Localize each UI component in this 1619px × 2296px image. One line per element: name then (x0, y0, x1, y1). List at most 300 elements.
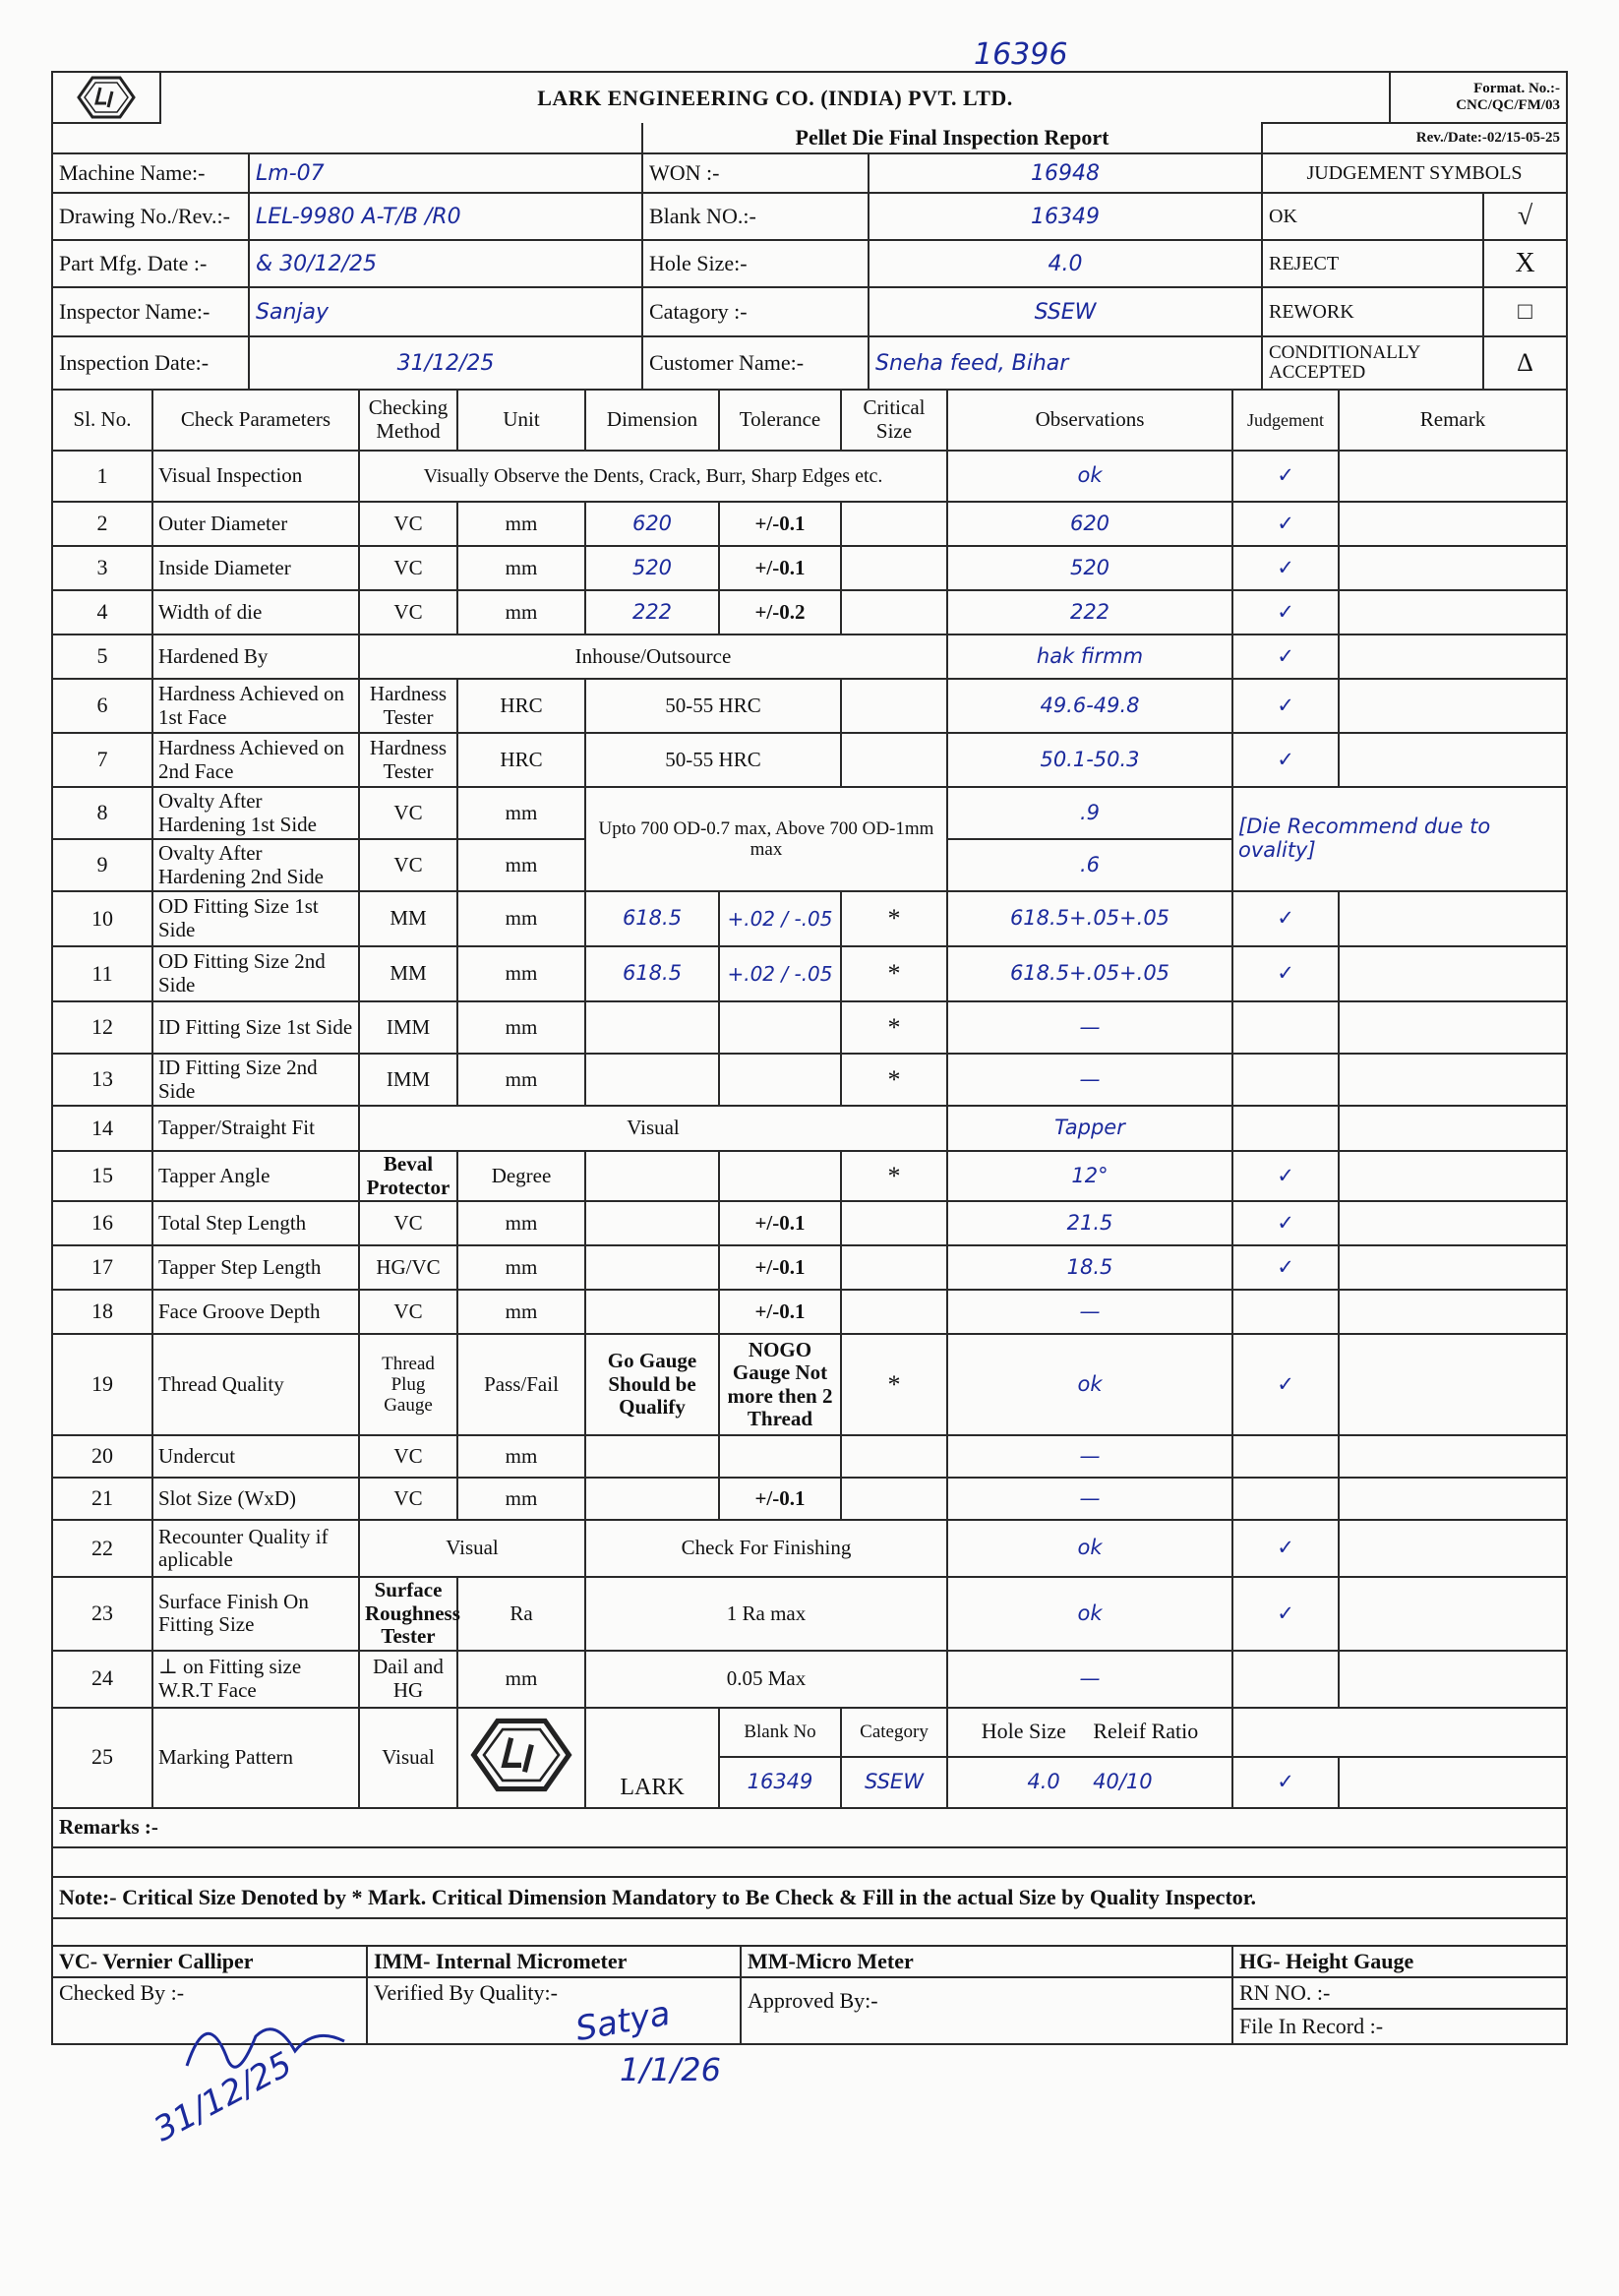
table-row (52, 1151, 1567, 1201)
category-value: SSEW (869, 287, 1262, 336)
row-parameter: Width of die (152, 590, 359, 634)
marking-header-hole: Hole Size (981, 1719, 1066, 1744)
row-remark (1339, 679, 1567, 733)
inspector-label: Inspector Name:- (52, 287, 249, 336)
row-parameter: Outer Diameter (152, 502, 359, 546)
inspection-date-value: 31/12/25 (249, 336, 642, 390)
row-observation: .9 (947, 787, 1232, 839)
table-row (52, 634, 1567, 679)
row-method: Thread Plug Gauge (359, 1334, 457, 1435)
row-observation: ok (947, 1577, 1232, 1651)
row-parameter: OD Fitting Size 1st Side (152, 891, 359, 946)
row-method: Beval Protector (359, 1151, 457, 1201)
symbol-reject: X (1483, 240, 1567, 287)
table-row (52, 1577, 1567, 1651)
row-remark (1339, 1290, 1567, 1334)
row-parameter: Tapper/Straight Fit (152, 1106, 359, 1151)
row-unit: mm (457, 1001, 585, 1054)
row-critical: * (841, 1054, 947, 1106)
row-observation: — (947, 1290, 1232, 1334)
verifier-signature-name: Satya (572, 1993, 674, 2050)
row-parameter: ⊥ on Fitting size W.R.T Face (152, 1651, 359, 1708)
col-parameters: Check Parameters (152, 390, 359, 451)
row-observation: 21.5 (947, 1201, 1232, 1245)
row-dimension: 222 (585, 590, 719, 634)
row-sl: 4 (52, 590, 152, 634)
row-observation: — (947, 1435, 1232, 1478)
format-number: Format. No.:-CNC/QC/FM/03 (1390, 72, 1567, 123)
row-remark (1339, 946, 1567, 1001)
row-sl: 14 (52, 1106, 152, 1151)
part-mfg-label: Part Mfg. Date :- (52, 240, 249, 287)
row-remark (1339, 733, 1567, 787)
row-method: VC (359, 1435, 457, 1478)
row-unit: mm (457, 1245, 585, 1290)
row-judgement: ✓ (1232, 546, 1339, 590)
row-remark (1339, 1520, 1567, 1577)
row-remark (1339, 546, 1567, 590)
row-sl: 5 (52, 634, 152, 679)
marking-value-hole-relief (947, 1757, 1232, 1808)
row-observation: ok (947, 1334, 1232, 1435)
row-critical: * (841, 891, 947, 946)
company-logo (52, 72, 160, 123)
row-observation: .6 (947, 839, 1232, 891)
row-critical (841, 1245, 947, 1290)
row-method: IMM (359, 1054, 457, 1106)
row-parameter: Slot Size (WxD) (152, 1478, 359, 1520)
col-dimension: Dimension (585, 390, 719, 451)
row-tolerance: +/-0.2 (719, 590, 841, 634)
inspection-date-label: Inspection Date:- (52, 336, 249, 390)
row-critical (841, 546, 947, 590)
row-observation: — (947, 1001, 1232, 1054)
row-judgement (1232, 1054, 1339, 1106)
remarks-label: Remarks :- (52, 1808, 1567, 1847)
row-observation: 12° (947, 1151, 1232, 1201)
row-parameter: Recounter Quality if aplicable (152, 1520, 359, 1577)
blank-label: Blank NO.:- (642, 193, 869, 240)
col-sl: Sl. No. (52, 390, 152, 451)
row-judgement: ✓ (1232, 1577, 1339, 1651)
table-row (52, 546, 1567, 590)
row-dimension: Go Gauge Should be Qualify (585, 1334, 719, 1435)
revision-date: Rev./Date:-02/15-05-25 (1262, 123, 1567, 153)
inspection-table (51, 389, 1568, 1809)
row-judgement (1232, 1651, 1339, 1708)
legend-hg: HG- Height Gauge (1232, 1946, 1567, 1977)
lark-logo-icon (77, 76, 136, 119)
table-row (52, 1334, 1567, 1435)
row-sl: 13 (52, 1054, 152, 1106)
verifier-signature-date: 1/1/26 (620, 2051, 721, 2088)
row-judgement (1232, 1290, 1339, 1334)
row-remark (1339, 590, 1567, 634)
row-tolerance: +.02 / -.05 (719, 946, 841, 1001)
checked-by-label: Checked By :- (52, 1977, 367, 2044)
row-unit: mm (457, 1478, 585, 1520)
table-row (52, 1054, 1567, 1106)
row-sl: 18 (52, 1290, 152, 1334)
row-unit: mm (457, 1201, 585, 1245)
company-name: LARK ENGINEERING CO. (INDIA) PVT. LTD. (160, 72, 1390, 123)
row-judgement (1232, 1478, 1339, 1520)
row-remark (1339, 1577, 1567, 1651)
row-judgement: ✓ (1232, 891, 1339, 946)
table-row (52, 1001, 1567, 1054)
customer-label: Customer Name:- (642, 336, 869, 390)
row-sl: 17 (52, 1245, 152, 1290)
row-method: VC (359, 1290, 457, 1334)
legend-mm: MM-Micro Meter (741, 1946, 1232, 1977)
row-tolerance: +/-0.1 (719, 1245, 841, 1290)
row-unit: mm (457, 1054, 585, 1106)
row-unit: mm (457, 946, 585, 1001)
row-parameter: ID Fitting Size 1st Side (152, 1001, 359, 1054)
row-parameter: ID Fitting Size 2nd Side (152, 1054, 359, 1106)
row-sl: 10 (52, 891, 152, 946)
checker-signature-date: 31/12/25 (148, 2044, 299, 2150)
row-sl: 19 (52, 1334, 152, 1435)
row-judgement: ✓ (1232, 1520, 1339, 1577)
row-judgement: ✓ (1232, 946, 1339, 1001)
marking-value-relief: 40/10 (1093, 1769, 1153, 1793)
col-unit: Unit (457, 390, 585, 451)
row-method: VC (359, 590, 457, 634)
table-row (52, 1201, 1567, 1245)
row-specification: 1 Ra max (585, 1577, 947, 1651)
row-parameter: Ovalty After Hardening 2nd Side (152, 839, 359, 891)
row-sl: 24 (52, 1651, 152, 1708)
row-description: Inhouse/Outsource (359, 634, 947, 679)
symbol-conditional-label: CONDITIONALLY ACCEPTED (1262, 336, 1483, 390)
row-dimension (585, 1478, 719, 1520)
row-parameter: Ovalty After Hardening 1st Side (152, 787, 359, 839)
row-sl: 23 (52, 1577, 152, 1651)
row-critical: * (841, 1151, 947, 1201)
row-unit: Degree (457, 1151, 585, 1201)
row-parameter: Hardness Achieved on 2nd Face (152, 733, 359, 787)
top-number: 16396 (974, 37, 1068, 72)
row-remark (1339, 891, 1567, 946)
row-unit: mm (457, 787, 585, 839)
table-row (52, 451, 1567, 502)
row-critical (841, 733, 947, 787)
row-remark (1339, 1334, 1567, 1435)
row-observation: 222 (947, 590, 1232, 634)
row-dimension (585, 1054, 719, 1106)
row-observation: 18.5 (947, 1245, 1232, 1290)
row-remark (1339, 1757, 1567, 1808)
row-observation: 520 (947, 546, 1232, 590)
row-unit: mm (457, 839, 585, 891)
row-specification: Check For Finishing (585, 1520, 947, 1577)
row-judgement: ✓ (1232, 1151, 1339, 1201)
row-specification: 50-55 HRC (585, 733, 841, 787)
row-remark (1339, 1651, 1567, 1708)
lark-logo-icon (466, 1718, 576, 1792)
row-judgement: ✓ (1232, 733, 1339, 787)
row-tolerance (719, 1151, 841, 1201)
row-parameter: Marking Pattern (152, 1708, 359, 1808)
row-dimension (585, 1001, 719, 1054)
row-critical (841, 1201, 947, 1245)
category-label: Catagory :- (642, 287, 869, 336)
machine-name-value: Lm-07 (249, 153, 642, 193)
table-row (52, 1435, 1567, 1478)
table-row (52, 1651, 1567, 1708)
row-judgement: ✓ (1232, 502, 1339, 546)
marking-value-blank: 16349 (719, 1757, 841, 1808)
row-remark (1339, 1201, 1567, 1245)
row-observation: Tapper (947, 1106, 1232, 1151)
row-method: VC (359, 787, 457, 839)
row-sl: 22 (52, 1520, 152, 1577)
judgement-symbols-title: JUDGEMENT SYMBOLS (1262, 153, 1567, 193)
row-parameter: Tapper Angle (152, 1151, 359, 1201)
row-parameter: OD Fitting Size 2nd Side (152, 946, 359, 1001)
row-tolerance: +/-0.1 (719, 502, 841, 546)
row-sl: 21 (52, 1478, 152, 1520)
col-method: Checking Method (359, 390, 457, 451)
hole-value: 4.0 (869, 240, 1262, 287)
row-method: Visual (359, 1520, 585, 1577)
row-dimension (585, 1290, 719, 1334)
row-description: Visually Observe the Dents, Crack, Burr, Sharp Edges etc. (359, 451, 947, 502)
row-critical: * (841, 946, 947, 1001)
row-parameter: Tapper Step Length (152, 1245, 359, 1290)
row-remark (1339, 1151, 1567, 1201)
customer-value: Sneha feed, Bihar (869, 336, 1262, 390)
row-remark (1339, 1245, 1567, 1290)
drawing-value: LEL-9980 A-T/B /R0 (249, 193, 642, 240)
table-row (52, 733, 1567, 787)
row-tolerance (719, 1054, 841, 1106)
drawing-label: Drawing No./Rev.:- (52, 193, 249, 240)
row-judgement (1232, 1001, 1339, 1054)
table-row (52, 1290, 1567, 1334)
legend-imm: IMM- Internal Micrometer (367, 1946, 741, 1977)
marking-header-blank: Blank No (719, 1708, 841, 1757)
marking-value-hole: 4.0 (1027, 1769, 1060, 1793)
symbol-ok: √ (1483, 193, 1567, 240)
col-critical: Critical Size (841, 390, 947, 451)
marking-header-category: Category (841, 1708, 947, 1757)
row-method: VC (359, 546, 457, 590)
row-remark (1339, 1435, 1567, 1478)
row-judgement: ✓ (1232, 679, 1339, 733)
row-judgement (1232, 1435, 1339, 1478)
row-judgement: ✓ (1232, 1201, 1339, 1245)
row-tolerance: +/-0.1 (719, 546, 841, 590)
row-unit: Ra (457, 1577, 585, 1651)
row-observation: — (947, 1054, 1232, 1106)
row-judgement: ✓ (1232, 1245, 1339, 1290)
marking-blank-cell (1232, 1708, 1567, 1757)
row-method: VC (359, 502, 457, 546)
row-unit: mm (457, 590, 585, 634)
row-unit: mm (457, 1435, 585, 1478)
row-method: VC (359, 1478, 457, 1520)
marking-logo (457, 1708, 585, 1808)
row-dimension: 520 (585, 546, 719, 590)
row-method: Hardness Tester (359, 679, 457, 733)
row-remark (1339, 1478, 1567, 1520)
row-parameter: Visual Inspection (152, 451, 359, 502)
row-observation: ok (947, 451, 1232, 502)
symbol-conditional: Δ (1483, 336, 1567, 390)
table-row (52, 1478, 1567, 1520)
row-observation: — (947, 1651, 1232, 1708)
row-critical: * (841, 1001, 947, 1054)
row-description: Visual (359, 1106, 947, 1151)
row-sl: 16 (52, 1201, 152, 1245)
row-observation: 618.5+.05+.05 (947, 946, 1232, 1001)
inspector-value: Sanjay (249, 287, 642, 336)
report-document (51, 71, 1566, 2045)
machine-name-label: Machine Name:- (52, 153, 249, 193)
row-sl: 20 (52, 1435, 152, 1478)
row-parameter: Undercut (152, 1435, 359, 1478)
marking-lark-text: LARK (585, 1708, 719, 1808)
row-method: HG/VC (359, 1245, 457, 1290)
row-critical (841, 590, 947, 634)
row-remark (1339, 634, 1567, 679)
row-sl: 25 (52, 1708, 152, 1808)
row-critical (841, 1478, 947, 1520)
col-remark: Remark (1339, 390, 1567, 451)
row-tolerance (719, 1001, 841, 1054)
symbol-reject-label: REJECT (1262, 240, 1483, 287)
row-unit: Pass/Fail (457, 1334, 585, 1435)
header-table (51, 71, 1568, 124)
row-sl: 8 (52, 787, 152, 839)
symbol-rework-label: REWORK (1262, 287, 1483, 336)
table-row (52, 502, 1567, 546)
row-judgement (1232, 1106, 1339, 1151)
row-method: VC (359, 1201, 457, 1245)
row-critical (841, 1290, 947, 1334)
hole-label: Hole Size:- (642, 240, 869, 287)
table-row (52, 1106, 1567, 1151)
row-dimension (585, 1435, 719, 1478)
verified-by-label: Verified By Quality:- (367, 1977, 741, 2044)
row-sl: 7 (52, 733, 152, 787)
row-tolerance: +.02 / -.05 (719, 891, 841, 946)
row-dimension (585, 1245, 719, 1290)
marking-value-category: SSEW (841, 1757, 947, 1808)
report-title: Pellet Die Final Inspection Report (642, 123, 1262, 153)
won-value: 16948 (869, 153, 1262, 193)
marking-header-hole-relief (947, 1708, 1232, 1757)
row-observation: ok (947, 1520, 1232, 1577)
row-parameter: Surface Finish On Fitting Size (152, 1577, 359, 1651)
row-parameter: Face Groove Depth (152, 1290, 359, 1334)
row-unit: HRC (457, 733, 585, 787)
table-row (52, 1520, 1567, 1577)
row-tolerance: +/-0.1 (719, 1201, 841, 1245)
row-tolerance: +/-0.1 (719, 1478, 841, 1520)
row-unit: mm (457, 891, 585, 946)
row-observation: 49.6-49.8 (947, 679, 1232, 733)
row-method: Surface Roughness Tester (359, 1577, 457, 1651)
row-remark (1339, 1106, 1567, 1151)
marking-header-relief: Releif Ratio (1093, 1719, 1199, 1744)
row-sl: 3 (52, 546, 152, 590)
row-method: Hardness Tester (359, 733, 457, 787)
symbol-ok-label: OK (1262, 193, 1483, 240)
row-judgement: ✓ (1232, 1757, 1339, 1808)
row-remark (1339, 1001, 1567, 1054)
row-parameter: Hardness Achieved on 1st Face (152, 679, 359, 733)
row-method: MM (359, 946, 457, 1001)
col-observations: Observations (947, 390, 1232, 451)
row-tolerance (719, 1435, 841, 1478)
row-dimension (585, 1151, 719, 1201)
table-row (52, 891, 1567, 946)
row-parameter: Hardened By (152, 634, 359, 679)
ovalty-specification: Upto 700 OD-0.7 max, Above 700 OD-1mm max (585, 787, 947, 891)
row-sl: 6 (52, 679, 152, 733)
table-row (52, 590, 1567, 634)
row-judgement: ✓ (1232, 634, 1339, 679)
row-specification: 0.05 Max (585, 1651, 947, 1708)
row-unit: mm (457, 1651, 585, 1708)
row-parameter: Inside Diameter (152, 546, 359, 590)
row-observation: hak firmm (947, 634, 1232, 679)
row-remark (1339, 502, 1567, 546)
row-critical (841, 679, 947, 733)
col-tolerance: Tolerance (719, 390, 841, 451)
critical-size-note: Note:- Critical Size Denoted by * Mark. Critical Dimension Mandatory to Be Check & Fill in the actual Size by Quality Inspector. (52, 1877, 1567, 1918)
row-observation: 618.5+.05+.05 (947, 891, 1232, 946)
ovalty-remark: [Die Recommend due to ovality] (1232, 787, 1567, 891)
row-dimension: 618.5 (585, 891, 719, 946)
row-parameter: Total Step Length (152, 1201, 359, 1245)
table-row (52, 787, 1567, 839)
approved-by-label: Approved By:- (741, 1977, 1232, 2044)
row-tolerance: NOGO Gauge Not more then 2 Thread (719, 1334, 841, 1435)
row-method: Visual (359, 1708, 457, 1808)
rn-no-label: RN NO. :- (1232, 1977, 1567, 2009)
row-dimension (585, 1201, 719, 1245)
info-table (51, 122, 1568, 391)
row-method: Dail and HG (359, 1651, 457, 1708)
row-tolerance: +/-0.1 (719, 1290, 841, 1334)
table-row (52, 1245, 1567, 1290)
row-remark (1339, 1054, 1567, 1106)
won-label: WON :- (642, 153, 869, 193)
row-unit: mm (457, 502, 585, 546)
file-in-record-label: File In Record :- (1232, 2009, 1567, 2044)
row-observation: 620 (947, 502, 1232, 546)
row-sl: 2 (52, 502, 152, 546)
row-dimension: 620 (585, 502, 719, 546)
row-judgement: ✓ (1232, 590, 1339, 634)
table-header-row (52, 390, 1567, 451)
row-sl: 15 (52, 1151, 152, 1201)
row-observation: — (947, 1478, 1232, 1520)
legend-vc: VC- Vernier Calliper (52, 1946, 367, 1977)
row-judgement: ✓ (1232, 1334, 1339, 1435)
row-method: VC (359, 839, 457, 891)
row-critical (841, 1435, 947, 1478)
row-critical: * (841, 1334, 947, 1435)
row-remark (1339, 451, 1567, 502)
row-sl: 11 (52, 946, 152, 1001)
row-sl: 1 (52, 451, 152, 502)
row-observation: 50.1-50.3 (947, 733, 1232, 787)
